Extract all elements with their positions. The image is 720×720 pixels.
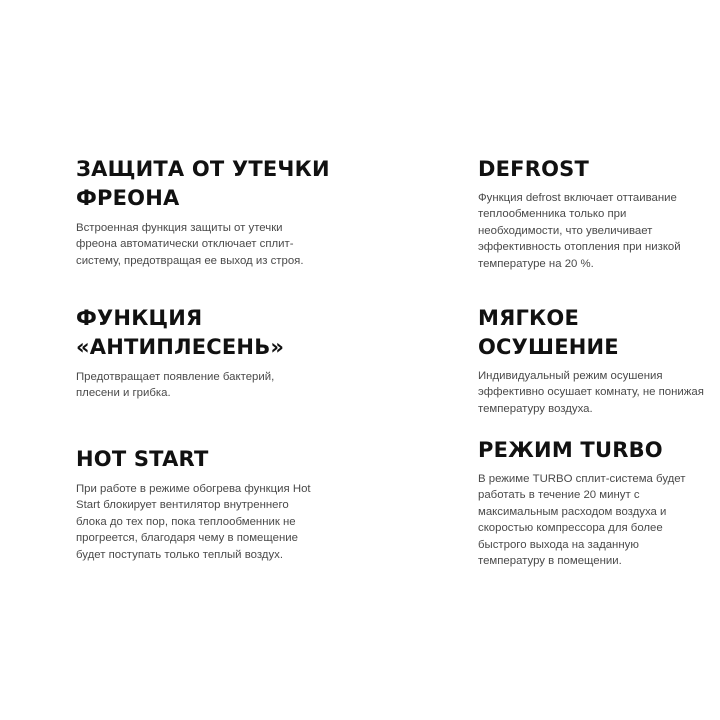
feature-description: Встроенная функция защиты от утечки фреона автоматически отключает сплит- систему, предотвращая ее выход из строя. bbox=[76, 222, 304, 267]
feature-title: ФУНКЦИЯ «АНТИПЛЕСЕНЬ» bbox=[76, 306, 285, 359]
feature-title: МЯГКОЕ ОСУШЕНИЕ bbox=[478, 306, 619, 359]
feature-description: Функция defrost включает оттаивание теплообменника только при необходимости, что увеличивает эффективность отопления при низкой температуре на 20 %. bbox=[478, 192, 681, 270]
feature-defrost bbox=[478, 155, 718, 272]
feature-turbo-mode bbox=[478, 436, 718, 569]
feature-hot-start bbox=[76, 445, 376, 563]
feature-description: Предотвращает появление бактерий, плесени и грибка. bbox=[76, 371, 275, 400]
feature-anti-mold bbox=[76, 304, 376, 402]
feature-soft-dehumidify bbox=[478, 304, 720, 417]
feature-title: DEFROST bbox=[478, 157, 589, 181]
feature-title: HOT START bbox=[76, 447, 209, 471]
feature-title: РЕЖИМ TURBO bbox=[478, 438, 663, 462]
feature-description: Индивидуальный режим осушения эффективно осушает комнату, не понижая температуру воздуха. bbox=[478, 370, 704, 415]
feature-description: В режиме TURBO сплит-система будет работать в течение 20 минут с максимальным расходом воздуха и скоростью компрессора для более быстрого выхода на заданную температуру в помещении. bbox=[478, 473, 686, 568]
feature-freon-leak-protection bbox=[76, 155, 376, 269]
feature-description: При работе в режиме обогрева функция Hot Start блокирует вентилятор внутреннего блока до тех пор, пока теплообменник не прогреется, благодаря чему в помещение будет поступать только теплый воздух. bbox=[76, 483, 311, 561]
feature-title: ЗАЩИТА ОТ УТЕЧКИ ФРЕОНА bbox=[76, 157, 330, 210]
